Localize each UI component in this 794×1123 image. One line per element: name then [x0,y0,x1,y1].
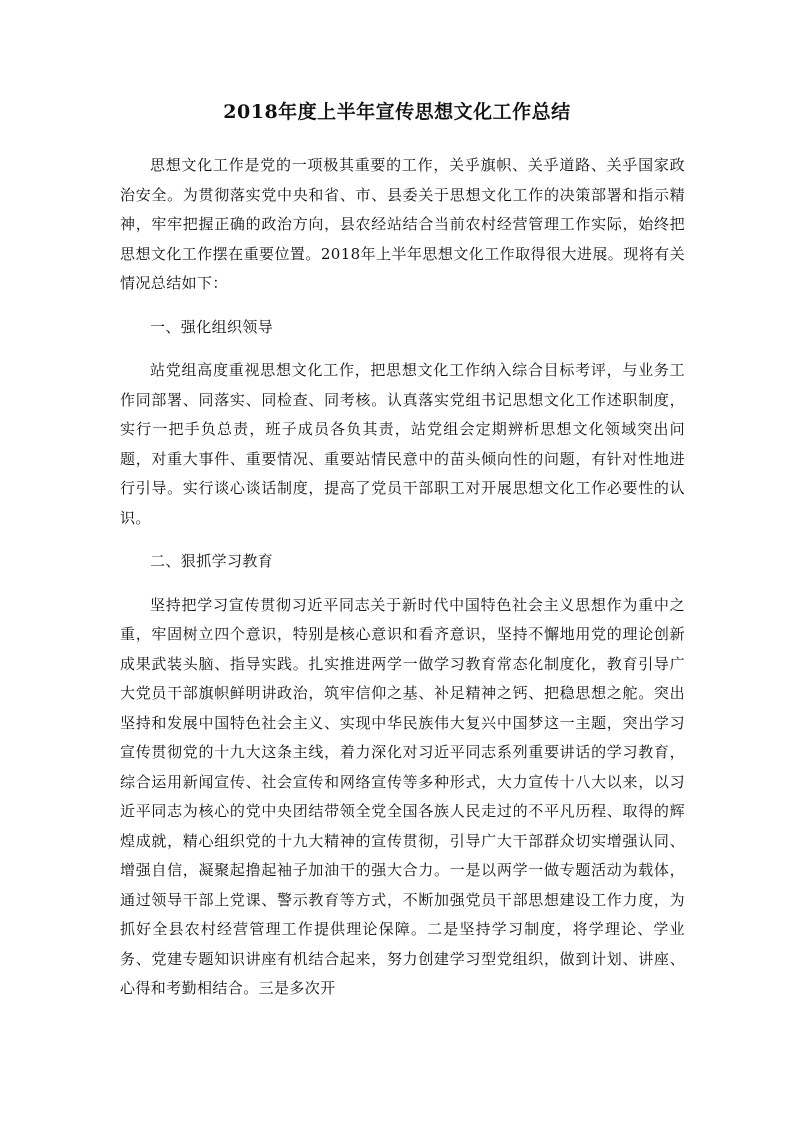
document-body [120,151,685,1004]
organization-paragraph: 站党组高度重视思想文化工作，把思想文化工作纳入综合目标考评，与业务工作同部署、同落实、同检查、同考核。认真落实党组书记思想文化工作述职制度，实行一把手负总责，班子成员各负其责，站党组会定期辨析思想文化领域突出问题，对重大事件、重要情况、重要站情民意中的苗头倾向性的问题，有针对性地进行引导。实行谈心谈话制度，提高了党员干部职工对开展思想文化工作必要性的认识。 [120,361,685,527]
page-title: 2018年度上半年宣传思想文化工作总结 [223,101,571,123]
section-heading-organization: 一、强化组织领导 [150,317,274,336]
intro-paragraph: 思想文化工作是党的一项极其重要的工作，关乎旗帜、关乎道路、关乎国家政治安全。为贯彻落实党中央和省、市、县委关于思想文化工作的决策部署和指示精神，牢牢把握正确的政治方向，县农经站结合当前农村经营管理工作实际，始终把思想文化工作摆在重要位置。2018年上半年思想文化工作取得很大进展。现将有关情况总结如下： [120,156,685,292]
study-paragraph: 坚持把学习宣传贯彻习近平同志关于新时代中国特色社会主义思想作为重中之重，牢固树立四个意识，特别是核心意识和看齐意识，坚持不懈地用党的理论创新成果武装头脑、指导实践。扎实推进两学一做学习教育常态化制度化，教育引导广大党员干部旗帜鲜明讲政治，筑牢信仰之基、补足精神之钙、把稳思想之舵。突出坚持和发展中国特色社会主义、实现中华民族伟大复兴中国梦这一主题，突出学习宣传贯彻党的十九大这条主线，着力深化对习近平同志系列重要讲话的学习教育，综合运用新闻宣传、社会宣传和网络宣传等多种形式，大力宣传十八大以来，以习近平同志为核心的党中央团结带领全党全国各族人民走过的不平凡历程、取得的辉煌成就，精心组织党的十九大精神的宣传贯彻，引导广大干部群众切实增强认同、增强自信，凝聚起撸起袖子加油干的强大合力。一是以两学一做专题活动为载体，通过领导干部上党课、警示教育等方式，不断加强党员干部思想建设工作力度，为抓好全县农村经营管理工作提供理论保障。二是坚持学习制度，将学理论、学业务、党建专题知识讲座有机结合起来，努力创建学习型党组织，做到计划、讲座、心得和考勤相结合。三是多次开 [120,595,685,997]
section-heading-study: 二、狠抓学习教育 [150,552,274,570]
